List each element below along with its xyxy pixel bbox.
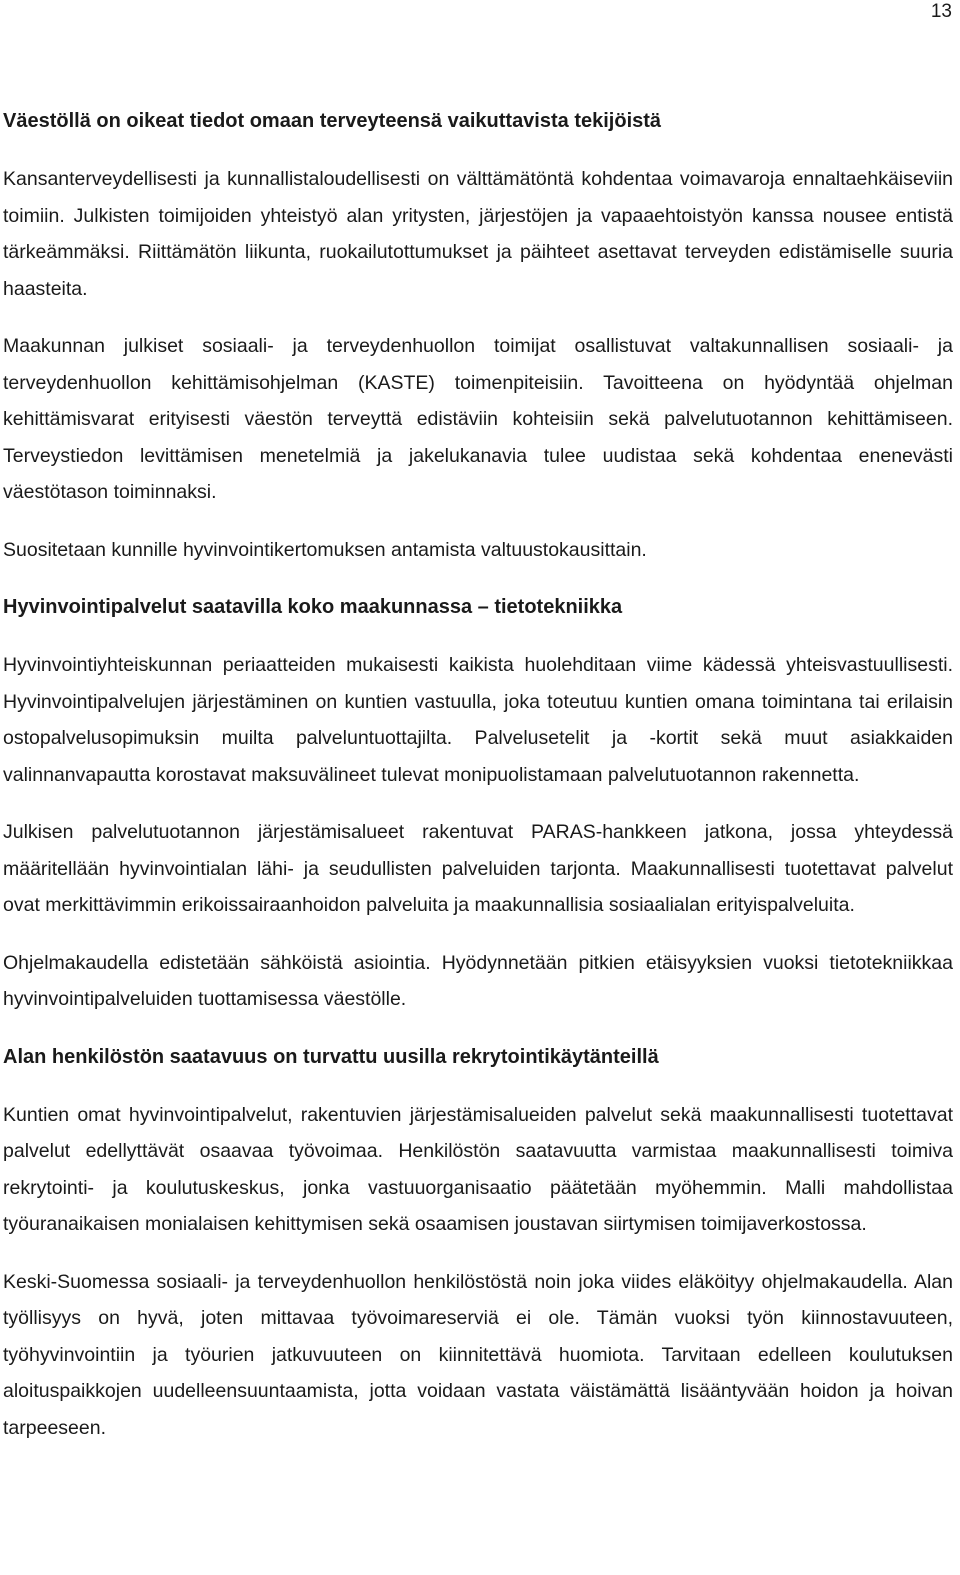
paragraph: Kansanterveydellisesti ja kunnallistaloudellisesti on välttämätöntä kohdentaa voimavaroja ennaltaehkäiseviin toimiin. Julkisten toimijoiden yhteistyö alan yritysten, järjestöjen ja vapaaehtoistyön kanssa nousee entistä tärkeämmäksi. Riittämätön liikunta, ruokailutottumukset ja päihteet asettavat terveyden edistämiselle suuria haasteita. (3, 168, 953, 300)
document-body (3, 103, 953, 1467)
paragraph: Hyvinvointiyhteiskunnan periaatteiden mukaisesti kaikista huolehditaan viime kädessä yhteisvastuullisesti. Hyvinvointipalvelujen järjestäminen on kuntien vastuulla, joka toteutuu kuntien omana toimintana tai erilaisin ostopalvelusopimuksin muilta palveluntuottajilta. Palvelusetelit ja -kortit sekä muut asiakkaiden valinnanvapautta korostavat maksuvälineet tulevat monipuolistamaan palvelutuotannon rakennetta. (3, 654, 953, 786)
section-heading: Väestöllä on oikeat tiedot omaan terveyteensä vaikuttavista tekijöistä (3, 110, 662, 132)
section-heading: Alan henkilöstön saatavuus on turvattu uusilla rekrytointikäytänteillä (3, 1045, 659, 1068)
section-welfare-services (3, 589, 953, 1018)
paragraph: Ohjelmakaudella edistetään sähköistä asiointia. Hyödynnetään pitkien etäisyyksien vuoksi tietotekniikkaa hyvinvointipalveluiden tuottamisessa väestölle. (3, 951, 953, 1010)
paragraph: Suositetaan kunnille hyvinvointikertomuksen antamista valtuustokausittain. (3, 538, 647, 561)
paragraph: Maakunnan julkiset sosiaali- ja terveydenhuollon toimijat osallistuvat valtakunnallisen sosiaali- ja terveydenhuollon kehittämisohjelman (KASTE) toimenpiteisiin. Tavoitteena on hyödyntää ohjelman kehittämisvarat erityisesti väestön terveyttä edistäviin kohteisiin sekä palvelutuotannon kehittämiseen. Terveystiedon levittämisen menetelmiä ja jakelukanavia tulee uudistaa sekä kohdentaa enenevästi väestötason toiminnaksi. (3, 335, 953, 503)
section-health-knowledge (3, 103, 953, 568)
section-heading: Hyvinvointipalvelut saatavilla koko maakunnassa – tietotekniikka (3, 596, 623, 618)
paragraph: Julkisen palvelutuotannon järjestämisalueet rakentuvat PARAS-hankkeen jatkona, jossa yhteydessä määritellään hyvinvointialan lähi- ja seudullisten palveluiden tarjonta. Maakunnallisesti tuotettavat palvelut ovat merkittävimmin erikoissairaanhoidon palveluita ja maakunnallisia sosiaalialan erityispalveluita. (3, 821, 953, 916)
paragraph: Keski-Suomessa sosiaali- ja terveydenhuollon henkilöstöstä noin joka viides eläköityy ohjelmakaudella. Alan työllisyys on hyvä, joten mittavaa työvoimareserviä ei ole. Tämän vuoksi työn kiinnostavuuteen, työhyvinvointiin ja työurien jatkuvuuteen on kiinnitettävä huomiota. Tarvitaan edelleen koulutuksen aloituspaikkojen uudelleensuuntaamista, jotta voidaan vastata väistämättä lisääntyvään hoidon ja hoivan tarpeeseen. (3, 1270, 953, 1439)
paragraph: Kuntien omat hyvinvointipalvelut, rakentuvien järjestämisalueiden palvelut sekä maakunnallisesti tuotettavat palvelut edellyttävät osaavaa työvoimaa. Henkilöstön saatavuutta varmistaa maakunnallisesti toimiva rekrytointi- ja koulutuskeskus, jonka vastuuorganisaatio päätetään myöhemmin. Malli mahdollistaa työuranaikaisen monialaisen kehittymisen sekä osaamisen joustavan siirtymisen toimijaverkostossa. (3, 1103, 953, 1235)
section-staff-availability (3, 1039, 953, 1447)
page-number: 13 (930, 1, 952, 22)
